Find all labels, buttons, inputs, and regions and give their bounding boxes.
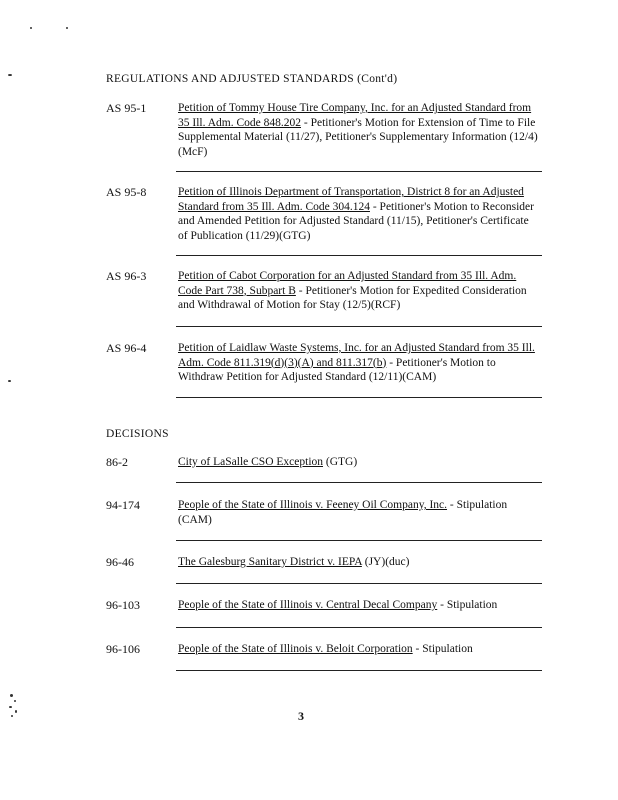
scan-speck: [10, 694, 13, 697]
case-description: - Petitioner's Motion for Extension of Time to File Supplemental Material (11/27), Petitioner's Supplementary Information (12/4)(McF): [178, 116, 538, 158]
separator-line: [176, 627, 542, 628]
separator-line: [176, 583, 542, 584]
scan-speck: [9, 706, 12, 708]
entry-text: [178, 185, 540, 243]
case-description: - Petitioner's Motion to Withdraw Petition for Adjusted Standard (12/11)(CAM): [178, 356, 496, 383]
case-description: (GTG): [323, 456, 358, 468]
section-header-regulations: REGULATIONS AND ADJUSTED STANDARDS (Cont'd): [106, 73, 398, 85]
separator-line: [176, 670, 542, 671]
separator-line: [176, 326, 542, 327]
scan-speck: [11, 715, 13, 717]
case-title: Petition of Cabot Corporation for an Adjusted Standard from 35 Ill. Adm. Code Part 738, Subpart B: [178, 270, 517, 297]
case-title: Petition of Tommy House Tire Company, Inc. for an Adjusted Standard from 35 Ill. Adm. Code 848.202: [178, 102, 532, 129]
entry-text: [178, 598, 540, 613]
case-description: - Stipulation (CAM): [178, 499, 508, 526]
docket-number: AS 96-4: [106, 341, 147, 355]
docket-number: 94-174: [106, 498, 140, 512]
section-header-decisions: DECISIONS: [106, 428, 169, 440]
entry-text: [178, 101, 540, 159]
scan-speck: [15, 710, 17, 713]
case-title: City of LaSalle CSO Exception: [178, 456, 324, 468]
scan-speck: [30, 27, 32, 29]
separator-line: [176, 255, 542, 256]
separator-line: [176, 482, 542, 483]
docket-number: 96-46: [106, 555, 134, 569]
case-title: Petition of Laidlaw Waste Systems, Inc. for an Adjusted Standard from 35 Ill. Adm. Code 811.319(d)(3)(A) and 811.317(b): [178, 342, 535, 369]
case-title: People of the State of Illinois v. Feeney Oil Company, Inc.: [178, 499, 448, 511]
page-number: 3: [298, 709, 304, 723]
scan-speck: [14, 700, 16, 702]
entry-text: [178, 269, 540, 313]
case-description: (JY)(duc): [361, 556, 410, 568]
entry-text: [178, 455, 540, 470]
case-description: - Petitioner's Motion for Expedited Consideration and Withdrawal of Motion for Stay (12/5)(RCF): [178, 284, 527, 311]
scan-speck: [8, 74, 12, 76]
entry-text: [178, 642, 540, 657]
docket-number: 96-103: [106, 598, 140, 612]
case-description: - Petitioner's Motion to Reconsider and Amended Petition for Adjusted Standard (11/15), Petitioner's Certificate of Publication (11/29)(GTG): [178, 200, 534, 242]
docket-number: AS 96-3: [106, 269, 147, 283]
entry-text: [178, 498, 540, 527]
docket-number: AS 95-8: [106, 185, 147, 199]
entry-text: [178, 555, 540, 570]
case-title: People of the State of Illinois v. Beloit Corporation: [178, 643, 413, 655]
docket-number: 96-106: [106, 642, 140, 656]
scan-speck: [66, 27, 68, 29]
case-description: - Stipulation: [437, 599, 498, 611]
case-title: The Galesburg Sanitary District v. IEPA: [178, 556, 362, 568]
docket-number: AS 95-1: [106, 101, 147, 115]
separator-line: [176, 540, 542, 541]
scan-speck: [8, 380, 11, 382]
separator-line: [176, 171, 542, 172]
docket-number: 86-2: [106, 455, 128, 469]
entry-text: [178, 341, 540, 385]
case-title: Petition of Illinois Department of Transportation, District 8 for an Adjusted Standard from 35 Ill. Adm. Code 304.124: [178, 186, 524, 213]
case-title: People of the State of Illinois v. Central Decal Company: [178, 599, 438, 611]
case-description: - Stipulation: [412, 643, 473, 655]
separator-line: [176, 397, 542, 398]
